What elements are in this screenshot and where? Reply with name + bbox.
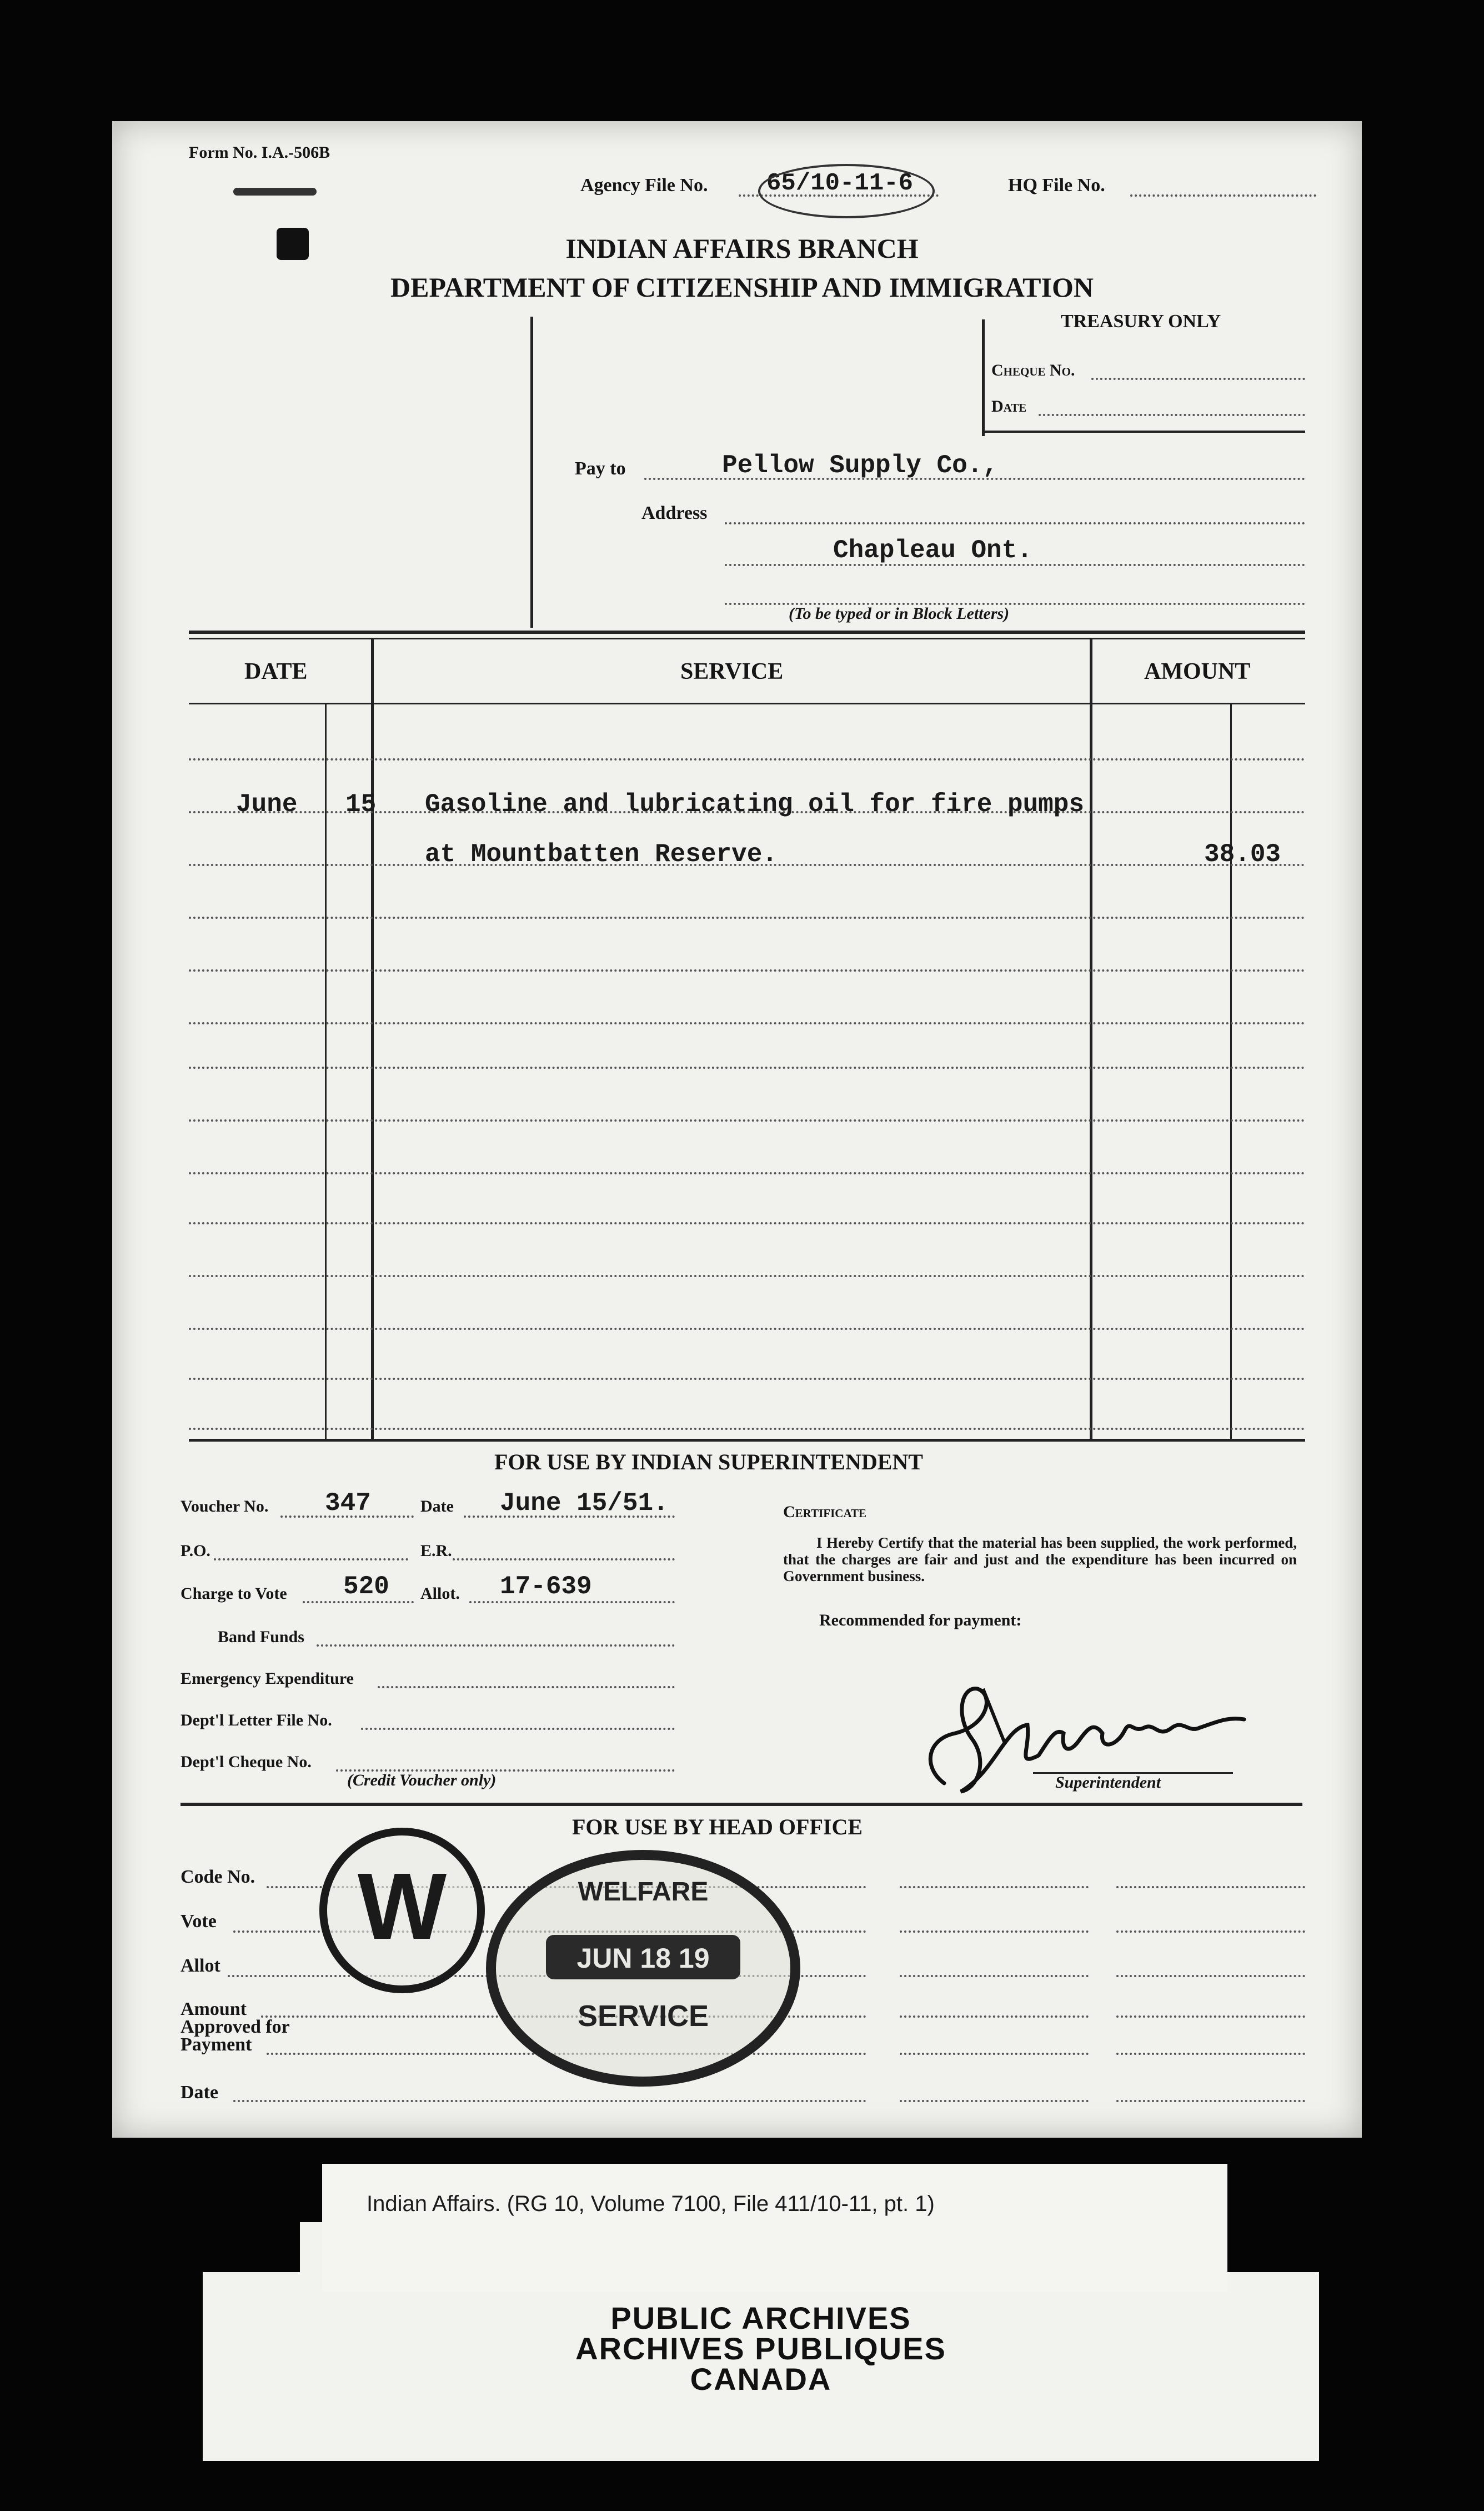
voucher-date-label: Date	[420, 1497, 454, 1515]
welfare-stamp-top: WELFARE	[578, 1877, 709, 1907]
treasury-date-label: Date	[991, 397, 1027, 416]
payee-divider	[530, 317, 533, 628]
service-header: SERVICE	[680, 659, 784, 684]
head-date-line	[233, 2100, 866, 2102]
archive-line-publiques: ARCHIVES PUBLIQUES	[575, 2331, 946, 2366]
charge-to-vote-label: Charge to Vote	[181, 1584, 287, 1603]
archive-line-public: PUBLIC ARCHIVES	[610, 2300, 911, 2335]
dept-letter-label: Dept'l Letter File No.	[181, 1711, 332, 1729]
charge-to-vote-value: 520	[343, 1572, 389, 1601]
address-value: Chapleau Ont.	[833, 536, 1032, 565]
head-office-title: FOR USE BY HEAD OFFICE	[572, 1814, 863, 1839]
emergency-line	[378, 1686, 675, 1688]
form-number: Form No. I.A.-506B	[189, 143, 330, 162]
superintendent-title: FOR USE BY INDIAN SUPERINTENDENT	[494, 1449, 923, 1474]
agency-file-value: 65/10-11-6	[766, 169, 914, 197]
row-1-service: Gasoline and lubricating oil for fire pumps	[425, 790, 1084, 819]
cheque-no-label: Cheque No.	[991, 361, 1075, 379]
po-line	[214, 1558, 408, 1560]
address-line-1	[725, 522, 1305, 524]
archive-reference: Indian Affairs. (RG 10, Volume 7100, File 411/10-11, pt. 1)	[367, 2192, 935, 2216]
agency-file-label: Agency File No.	[580, 175, 708, 196]
row-2-service: at Mountbatten Reserve.	[425, 840, 778, 869]
department-title: DEPARTMENT OF CITIZENSHIP AND IMMIGRATION	[390, 272, 1094, 303]
allot-line	[469, 1601, 675, 1603]
band-funds-label: Band Funds	[218, 1628, 304, 1646]
pay-to-value: Pellow Supply Co.,	[722, 451, 998, 480]
certificate-title: Certificate	[783, 1503, 867, 1521]
vote-label: Vote	[181, 1911, 217, 1932]
voucher-date-value: June 15/51.	[500, 1489, 669, 1518]
dept-cheque-label: Dept'l Cheque No.	[181, 1753, 312, 1771]
hq-file-line	[1130, 194, 1316, 197]
archive-card-notch-left	[203, 2222, 300, 2272]
w-stamp	[319, 1828, 485, 1993]
amount-label: Amount	[181, 1999, 247, 2019]
treasury-box-border	[982, 319, 985, 436]
ink-smudge	[233, 188, 317, 196]
welfare-stamp-date: JUN 18 19	[576, 1943, 710, 1974]
w-stamp-letter: W	[357, 1854, 447, 1959]
archive-card-notch-right	[1222, 2222, 1319, 2272]
allot-head-label: Allot	[181, 1955, 220, 1976]
header-underline	[189, 703, 1305, 704]
archive-line-canada: CANADA	[690, 2362, 832, 2397]
er-line	[453, 1558, 675, 1560]
dept-letter-line	[361, 1728, 675, 1730]
charge-to-vote-line	[303, 1601, 414, 1603]
treasury-date-line	[1039, 414, 1305, 416]
credit-voucher-note: (Credit Voucher only)	[347, 1771, 497, 1789]
address-label: Address	[641, 503, 708, 523]
welfare-stamp-bottom: SERVICE	[577, 1999, 709, 2033]
er-label: E.R.	[420, 1542, 452, 1560]
recommended-label: Recommended for payment:	[819, 1611, 1022, 1629]
hq-file-label: HQ File No.	[1008, 175, 1105, 196]
emergency-label: Emergency Expenditure	[181, 1669, 354, 1688]
superintendent-role: Superintendent	[1055, 1773, 1161, 1792]
po-label: P.O.	[181, 1542, 210, 1560]
head-date-label: Date	[181, 2082, 218, 2103]
code-no-label: Code No.	[181, 1867, 255, 1887]
row-1-day: 15	[345, 790, 377, 819]
row-1-month: June	[236, 790, 298, 819]
certificate-text: I Hereby Certify that the material has been supplied, the work performed, that the charges are fair and just and the expenditure has been incurred on Government business.	[783, 1534, 1297, 1584]
voucher-no-value: 347	[325, 1489, 371, 1518]
treasury-box-bottom	[982, 431, 1305, 433]
amount-header: AMOUNT	[1144, 659, 1251, 684]
welfare-stamp	[486, 1850, 800, 2087]
pay-to-label: Pay to	[575, 458, 626, 479]
typed-note: (To be typed or in Block Letters)	[789, 604, 1010, 623]
archive-reference-slip	[322, 2164, 1227, 2292]
cheque-no-line	[1091, 378, 1305, 380]
treasury-only-label: TREASURY ONLY	[1061, 311, 1221, 332]
row-2-amount: 38.03	[1204, 840, 1281, 869]
allot-label: Allot.	[420, 1584, 460, 1603]
allot-value: 17-639	[500, 1572, 592, 1601]
table-top-rule-2	[189, 638, 1305, 639]
voucher-no-label: Voucher No.	[181, 1497, 269, 1515]
band-funds-line	[317, 1644, 675, 1647]
approved-label: Approved for	[181, 2017, 290, 2037]
table-top-rule	[189, 631, 1305, 634]
branch-title: INDIAN AFFAIRS BRANCH	[565, 233, 919, 264]
head-office-rule	[181, 1803, 1302, 1806]
agency-file-circle	[758, 164, 935, 218]
payment-label: Payment	[181, 2034, 252, 2055]
date-header: DATE	[244, 659, 308, 684]
table-bottom-rule	[189, 1439, 1305, 1442]
